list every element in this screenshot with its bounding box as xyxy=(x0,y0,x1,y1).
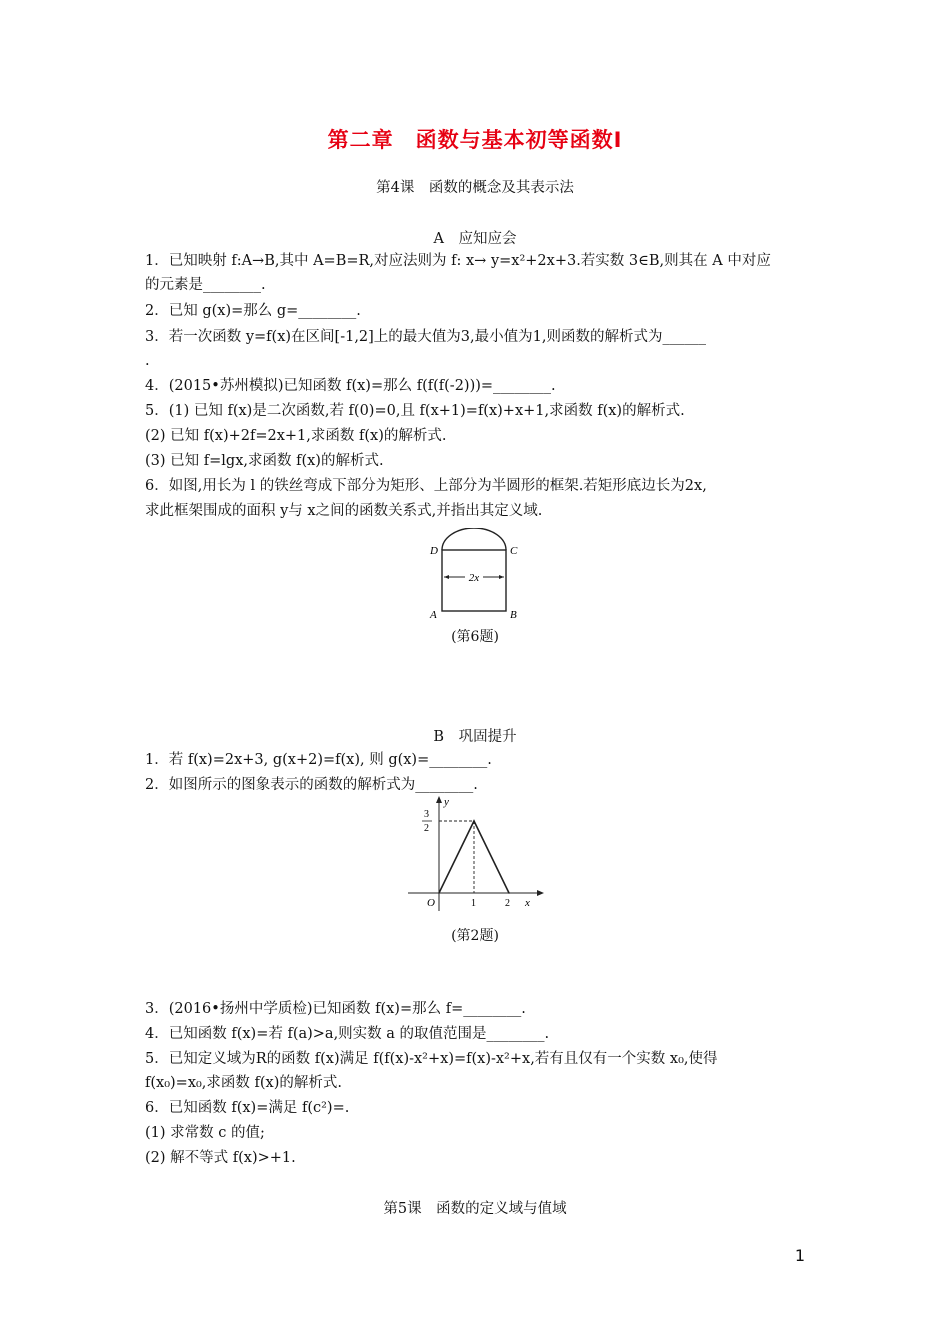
b-question-4: 4．已知函数 f(x)=若 f(a)>a,则实数 a 的取值范围是________. xyxy=(145,1026,550,1042)
b-question-2: 2．如图所示的图象表示的函数的解析式为________. xyxy=(145,777,478,793)
graph-vertex-point xyxy=(438,892,440,894)
x-axis-label: x xyxy=(525,897,530,909)
corner-label-d: D xyxy=(430,545,438,557)
figure-6-caption: (第6题) xyxy=(451,629,499,645)
a-question-6-line-2: 求此框架围成的面积 y与 x之间的函数关系式,并指出其定义域. xyxy=(145,503,543,519)
lesson-5-title: 第5课 函数的定义域与值域 xyxy=(383,1201,567,1217)
figure-2-caption: (第2题) xyxy=(451,928,499,944)
a-question-5-part-2: (2) 已知 f(x)+2f=2x+1,求函数 f(x)的解析式. xyxy=(145,428,447,444)
b-question-3: 3．(2016•扬州中学质检)已知函数 f(x)=那么 f=________. xyxy=(145,1001,526,1017)
lesson-4-title: 第4课 函数的概念及其表示法 xyxy=(376,180,574,196)
a-question-5-part-1: 5．(1) 已知 f(x)是二次函数,若 f(0)=0,且 f(x+1)=f(x)+x+1,求函数 f(x)的解析式. xyxy=(145,403,685,419)
a-question-1-line-1: 1．已知映射 f:A→B,其中 A=B=R,对应法则为 f: x→ y=x²+2x+3.若实数 3∈B,则其在 A 中对应 xyxy=(145,253,771,269)
graph-vertex-point xyxy=(473,820,475,822)
b-question-6: 6．已知函数 f(x)=满足 f(c²)=. xyxy=(145,1100,350,1116)
y-tick-numerator: 3 xyxy=(424,809,429,820)
b-question-6-part-2: (2) 解不等式 f(x)>+1. xyxy=(145,1150,296,1166)
semicircle-top xyxy=(442,528,506,550)
b-question-1: 1．若 f(x)=2x+3, g(x+2)=f(x), 则 g(x)=________. xyxy=(145,752,492,768)
a-question-1-line-2: 的元素是________. xyxy=(145,277,266,293)
corner-label-a: A xyxy=(430,609,437,621)
b-question-5-line-2: f(x₀)=x₀,求函数 f(x)的解析式. xyxy=(145,1075,342,1091)
width-label: 2x xyxy=(468,572,480,584)
page-number: 1 xyxy=(794,1246,805,1265)
x-axis-arrow xyxy=(537,890,544,896)
figure-2-function-graph xyxy=(408,793,548,913)
section-a-title: A 应知应会 xyxy=(433,231,517,247)
section-b-title: B 巩固提升 xyxy=(433,729,517,745)
a-question-6-line-1: 6．如图,用长为 l 的铁丝弯成下部分为矩形、上部分为半圆形的框架.若矩形底边长为2x, xyxy=(145,478,707,494)
chapter-title: 第二章 函数与基本初等函数Ⅰ xyxy=(327,128,623,152)
a-question-5-part-3: (3) 已知 f=lgx,求函数 f(x)的解析式. xyxy=(145,453,384,469)
y-axis-label: y xyxy=(444,796,449,808)
a-question-3-line-2: . xyxy=(145,353,150,369)
corner-label-c: C xyxy=(510,545,518,557)
x-tick-label-1: 1 xyxy=(471,898,476,909)
a-question-4: 4．(2015•苏州模拟)已知函数 f(x)=那么 f(f(f(-2)))=________. xyxy=(145,378,556,394)
corner-label-b: B xyxy=(510,609,517,621)
b-question-5-line-1: 5．已知定义域为R的函数 f(x)满足 f(f(x)-x²+x)=f(x)-x²+x,若有且仅有一个实数 x₀,使得 xyxy=(145,1051,718,1067)
graph-vertex-point xyxy=(508,892,510,894)
origin-label: O xyxy=(427,897,435,909)
width-arrow-left xyxy=(444,575,449,579)
width-arrow-right xyxy=(499,575,504,579)
y-axis-arrow xyxy=(436,796,442,803)
figure-6-frame-diagram xyxy=(420,528,530,622)
a-question-2: 2．已知 g(x)=那么 g=________. xyxy=(145,303,361,319)
a-question-3-line-1: 3．若一次函数 y=f(x)在区间[-1,2]上的最大值为3,最小值为1,则函数的解析式为______ xyxy=(145,329,706,345)
b-question-6-part-1: (1) 求常数 c 的值; xyxy=(145,1125,265,1141)
x-tick-label-2: 2 xyxy=(505,898,510,909)
y-tick-denominator: 2 xyxy=(424,823,429,834)
